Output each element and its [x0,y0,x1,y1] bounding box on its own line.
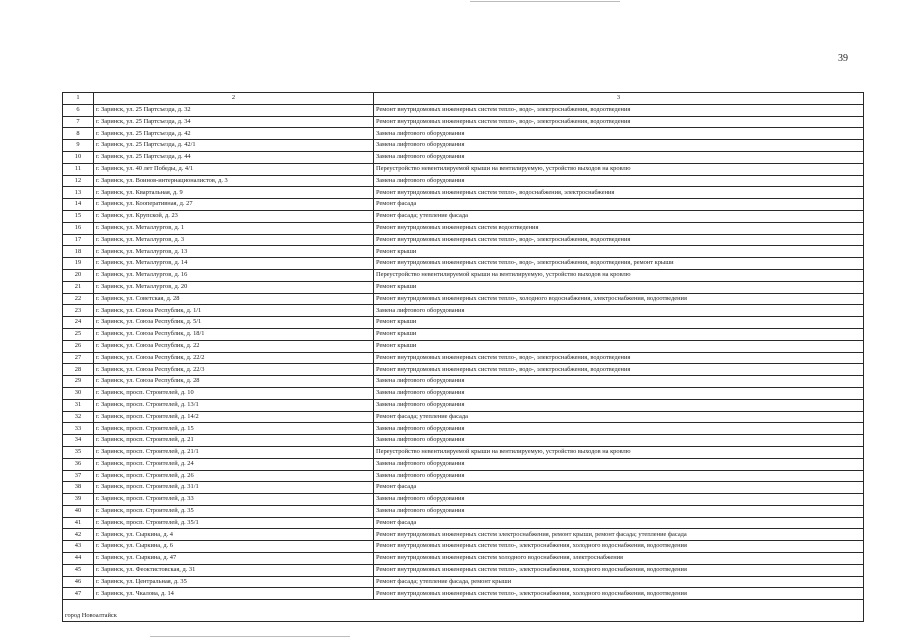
row-work-cell: Переустройство невентилируемой крыши на вентилируемую, устройство выходов на кровлю [374,163,864,175]
row-address-cell: г. Заринск, ул. Союза Республик, д. 22/2 [94,352,374,364]
table-row [63,104,864,116]
row-number-cell: 14 [63,199,94,211]
row-number-cell: 15 [63,210,94,222]
row-number-cell: 38 [63,482,94,494]
table-row [63,258,864,270]
row-work-cell: Ремонт внутридомовых инженерных систем тепло-, водо-, электроснабжения, водоотведения [374,364,864,376]
row-address-cell: г. Заринск, просп. Строителей, д. 26 [94,470,374,482]
header-col-2: 2 [94,93,374,105]
table-row [63,246,864,258]
row-address-cell: г. Заринск, ул. Феоктистовская, д. 31 [94,564,374,576]
row-number-cell: 28 [63,364,94,376]
row-number-cell: 17 [63,234,94,246]
row-work-cell: Замена лифтового оборудования [374,399,864,411]
row-address-cell: г. Заринск, просп. Строителей, д. 35 [94,505,374,517]
row-number-cell: 37 [63,470,94,482]
row-number-cell: 19 [63,258,94,270]
row-work-cell: Ремонт фасада; утепление фасада [374,411,864,423]
table-row [63,163,864,175]
row-address-cell: г. Заринск, ул. Союза Республик, д. 22 [94,340,374,352]
row-address-cell: г. Заринск, ул. Металлургов, д. 3 [94,234,374,246]
row-number-cell: 10 [63,151,94,163]
row-work-cell: Замена лифтового оборудования [374,435,864,447]
row-address-cell: г. Заринск, ул. Союза Республик, д. 1/1 [94,305,374,317]
row-work-cell: Ремонт внутридомовых инженерных систем тепло-, холодного водоснабжения, электроснабжения, водоотведения [374,293,864,305]
region-label: город Новоалтайск [63,600,864,622]
row-work-cell: Ремонт внутридомовых инженерных систем электроснабжения, ремонт крыши, ремонт фасада; утепление фасада [374,529,864,541]
row-work-cell: Ремонт фасада; утепление фасада [374,210,864,222]
header-col-1: 1 [63,93,94,105]
table-row [63,576,864,588]
table-row [63,588,864,600]
row-number-cell: 12 [63,175,94,187]
table-row [63,446,864,458]
row-work-cell: Переустройство невентилируемой крыши на вентилируемую, устройство выходов на кровлю [374,446,864,458]
table-row [63,564,864,576]
table-row [63,151,864,163]
row-work-cell: Ремонт внутридомовых инженерных систем тепло-, водо-, электроснабжения, водоотведения [374,352,864,364]
row-number-cell: 32 [63,411,94,423]
row-address-cell: г. Заринск, ул. Квартальная, д. 9 [94,187,374,199]
row-number-cell: 39 [63,494,94,506]
row-work-cell: Ремонт внутридомовых инженерных систем тепло-, водоснабжения, электроснабжения [374,187,864,199]
row-address-cell: г. Заринск, ул. Воинов-интернационалистов, д. 3 [94,175,374,187]
table-row [63,328,864,340]
row-address-cell: г. Заринск, ул. Союза Республик, д. 5/1 [94,317,374,329]
table-row [63,281,864,293]
row-number-cell: 18 [63,246,94,258]
row-work-cell: Ремонт внутридомовых инженерных систем тепло-, электроснабжения, холодного водоснабжения, водоотведения [374,588,864,600]
page-number: 39 [838,53,848,64]
row-address-cell: г. Заринск, ул. Кооперативная, д. 27 [94,199,374,211]
row-work-cell: Ремонт внутридомовых инженерных систем тепло-, электроснабжения, холодного водоснабжения, водоотведения [374,564,864,576]
row-address-cell: г. Заринск, ул. Металлургов, д. 20 [94,281,374,293]
row-address-cell: г. Заринск, ул. Металлургов, д. 16 [94,269,374,281]
row-number-cell: 6 [63,104,94,116]
row-number-cell: 46 [63,576,94,588]
row-address-cell: г. Заринск, просп. Строителей, д. 31/1 [94,482,374,494]
row-number-cell: 9 [63,140,94,152]
row-number-cell: 41 [63,517,94,529]
row-work-cell: Ремонт крыши [374,246,864,258]
row-number-cell: 35 [63,446,94,458]
row-number-cell: 47 [63,588,94,600]
row-work-cell: Замена лифтового оборудования [374,151,864,163]
table-row [63,116,864,128]
scan-edge-mark-top [470,1,620,2]
row-address-cell: г. Заринск, ул. Сыркина, д. 4 [94,529,374,541]
row-number-cell: 40 [63,505,94,517]
row-work-cell: Переустройство невентилируемой крыши на вентилируемую, устройство выходов на кровлю [374,269,864,281]
row-number-cell: 25 [63,328,94,340]
row-address-cell: г. Заринск, просп. Строителей, д. 33 [94,494,374,506]
row-work-cell: Ремонт внутридомовых инженерных систем тепло-, водо-, электроснабжения, водоотведения [374,104,864,116]
row-address-cell: г. Заринск, ул. Металлургов, д. 13 [94,246,374,258]
row-address-cell: г. Заринск, ул. Советская, д. 28 [94,293,374,305]
row-work-cell: Замена лифтового оборудования [374,175,864,187]
table-row [63,210,864,222]
row-number-cell: 8 [63,128,94,140]
row-work-cell: Замена лифтового оборудования [374,140,864,152]
table-row [63,364,864,376]
work-list-table [62,92,864,622]
row-address-cell: г. Заринск, ул. Чкалова, д. 14 [94,588,374,600]
row-work-cell: Замена лифтового оборудования [374,387,864,399]
row-address-cell: г. Заринск, ул. Союза Республик, д. 18/1 [94,328,374,340]
row-number-cell: 30 [63,387,94,399]
table-row [63,553,864,565]
table-row [63,175,864,187]
row-work-cell: Замена лифтового оборудования [374,376,864,388]
row-number-cell: 26 [63,340,94,352]
row-address-cell: г. Заринск, просп. Строителей, д. 24 [94,458,374,470]
table-row [63,234,864,246]
row-address-cell: г. Заринск, просп. Строителей, д. 15 [94,423,374,435]
row-address-cell: г. Заринск, ул. Сыркина, д. 6 [94,541,374,553]
row-address-cell: г. Заринск, ул. Союза Республик, д. 28 [94,376,374,388]
row-address-cell: г. Заринск, просп. Строителей, д. 21 [94,435,374,447]
header-col-3: 3 [374,93,864,105]
scan-edge-mark-bottom [150,636,350,637]
row-number-cell: 45 [63,564,94,576]
row-number-cell: 7 [63,116,94,128]
row-number-cell: 16 [63,222,94,234]
table-row [63,494,864,506]
table-row [63,458,864,470]
row-number-cell: 24 [63,317,94,329]
row-work-cell: Ремонт крыши [374,328,864,340]
row-number-cell: 20 [63,269,94,281]
row-work-cell: Замена лифтового оборудования [374,305,864,317]
row-number-cell: 23 [63,305,94,317]
table-row [63,187,864,199]
table-row [63,387,864,399]
table-row [63,293,864,305]
row-address-cell: г. Заринск, ул. 25 Партсъезда, д. 34 [94,116,374,128]
row-work-cell: Замена лифтового оборудования [374,423,864,435]
region-row [63,600,864,622]
row-address-cell: г. Заринск, ул. Крупской, д. 23 [94,210,374,222]
row-number-cell: 33 [63,423,94,435]
row-address-cell: г. Заринск, просп. Строителей, д. 10 [94,387,374,399]
row-work-cell: Замена лифтового оборудования [374,470,864,482]
row-work-cell: Ремонт внутридомовых инженерных систем тепло-, электроснабжения, холодного водоснабжения, водоотведения [374,541,864,553]
table-row [63,470,864,482]
row-work-cell: Замена лифтового оборудования [374,128,864,140]
table-row [63,423,864,435]
row-work-cell: Замена лифтового оборудования [374,505,864,517]
row-address-cell: г. Заринск, ул. 25 Партсъезда, д. 32 [94,104,374,116]
table-row [63,199,864,211]
row-number-cell: 21 [63,281,94,293]
row-work-cell: Ремонт внутридомовых инженерных систем тепло-, водо-, электроснабжения, водоотведения [374,116,864,128]
row-address-cell: г. Заринск, просп. Строителей, д. 21/1 [94,446,374,458]
table-row [63,517,864,529]
table-row [63,222,864,234]
table-row [63,340,864,352]
row-number-cell: 44 [63,553,94,565]
row-address-cell: г. Заринск, просп. Строителей, д. 14/2 [94,411,374,423]
table-row [63,352,864,364]
table-row [63,269,864,281]
row-number-cell: 29 [63,376,94,388]
row-work-cell: Ремонт крыши [374,340,864,352]
row-work-cell: Ремонт фасада [374,517,864,529]
table-row [63,140,864,152]
row-address-cell: г. Заринск, ул. Сыркина, д. 47 [94,553,374,565]
row-work-cell: Ремонт фасада [374,199,864,211]
row-number-cell: 43 [63,541,94,553]
row-address-cell: г. Заринск, ул. Металлургов, д. 14 [94,258,374,270]
row-work-cell: Ремонт внутридомовых инженерных систем холодного водоснабжения, электроснабжения [374,553,864,565]
row-number-cell: 13 [63,187,94,199]
row-work-cell: Ремонт внутридомовых инженерных систем тепло-, водо-, электроснабжения, водоотведения [374,234,864,246]
table-row [63,529,864,541]
table-body [63,93,864,622]
row-address-cell: г. Заринск, ул. 25 Партсъезда, д. 42/1 [94,140,374,152]
row-number-cell: 27 [63,352,94,364]
table-row [63,435,864,447]
table-row [63,541,864,553]
table-row [63,376,864,388]
row-address-cell: г. Заринск, просп. Строителей, д. 35/1 [94,517,374,529]
row-number-cell: 42 [63,529,94,541]
row-number-cell: 22 [63,293,94,305]
table-row [63,305,864,317]
table-row [63,128,864,140]
table-row [63,505,864,517]
row-work-cell: Ремонт внутридомовых инженерных систем тепло-, водо-, электроснабжения, водоотведения, ремонт крыши [374,258,864,270]
row-address-cell: г. Заринск, ул. 25 Партсъезда, д. 44 [94,151,374,163]
table-row [63,411,864,423]
row-address-cell: г. Заринск, ул. 40 лет Победы, д. 4/1 [94,163,374,175]
table-header-row [63,93,864,105]
row-number-cell: 34 [63,435,94,447]
row-address-cell: г. Заринск, ул. Металлургов, д. 1 [94,222,374,234]
row-number-cell: 36 [63,458,94,470]
row-work-cell: Замена лифтового оборудования [374,458,864,470]
row-number-cell: 11 [63,163,94,175]
table-row [63,317,864,329]
table-row [63,399,864,411]
row-work-cell: Ремонт внутридомовых инженерных систем водоотведения [374,222,864,234]
row-work-cell: Ремонт крыши [374,281,864,293]
row-work-cell: Ремонт фасада; утепление фасада, ремонт крыши [374,576,864,588]
table-row [63,482,864,494]
row-work-cell: Ремонт фасада [374,482,864,494]
row-number-cell: 31 [63,399,94,411]
row-work-cell: Замена лифтового оборудования [374,494,864,506]
row-address-cell: г. Заринск, ул. Союза Республик, д. 22/3 [94,364,374,376]
row-address-cell: г. Заринск, ул. Центральная, д. 35 [94,576,374,588]
row-address-cell: г. Заринск, ул. 25 Партсъезда, д. 42 [94,128,374,140]
row-address-cell: г. Заринск, просп. Строителей, д. 13/1 [94,399,374,411]
row-work-cell: Ремонт крыши [374,317,864,329]
